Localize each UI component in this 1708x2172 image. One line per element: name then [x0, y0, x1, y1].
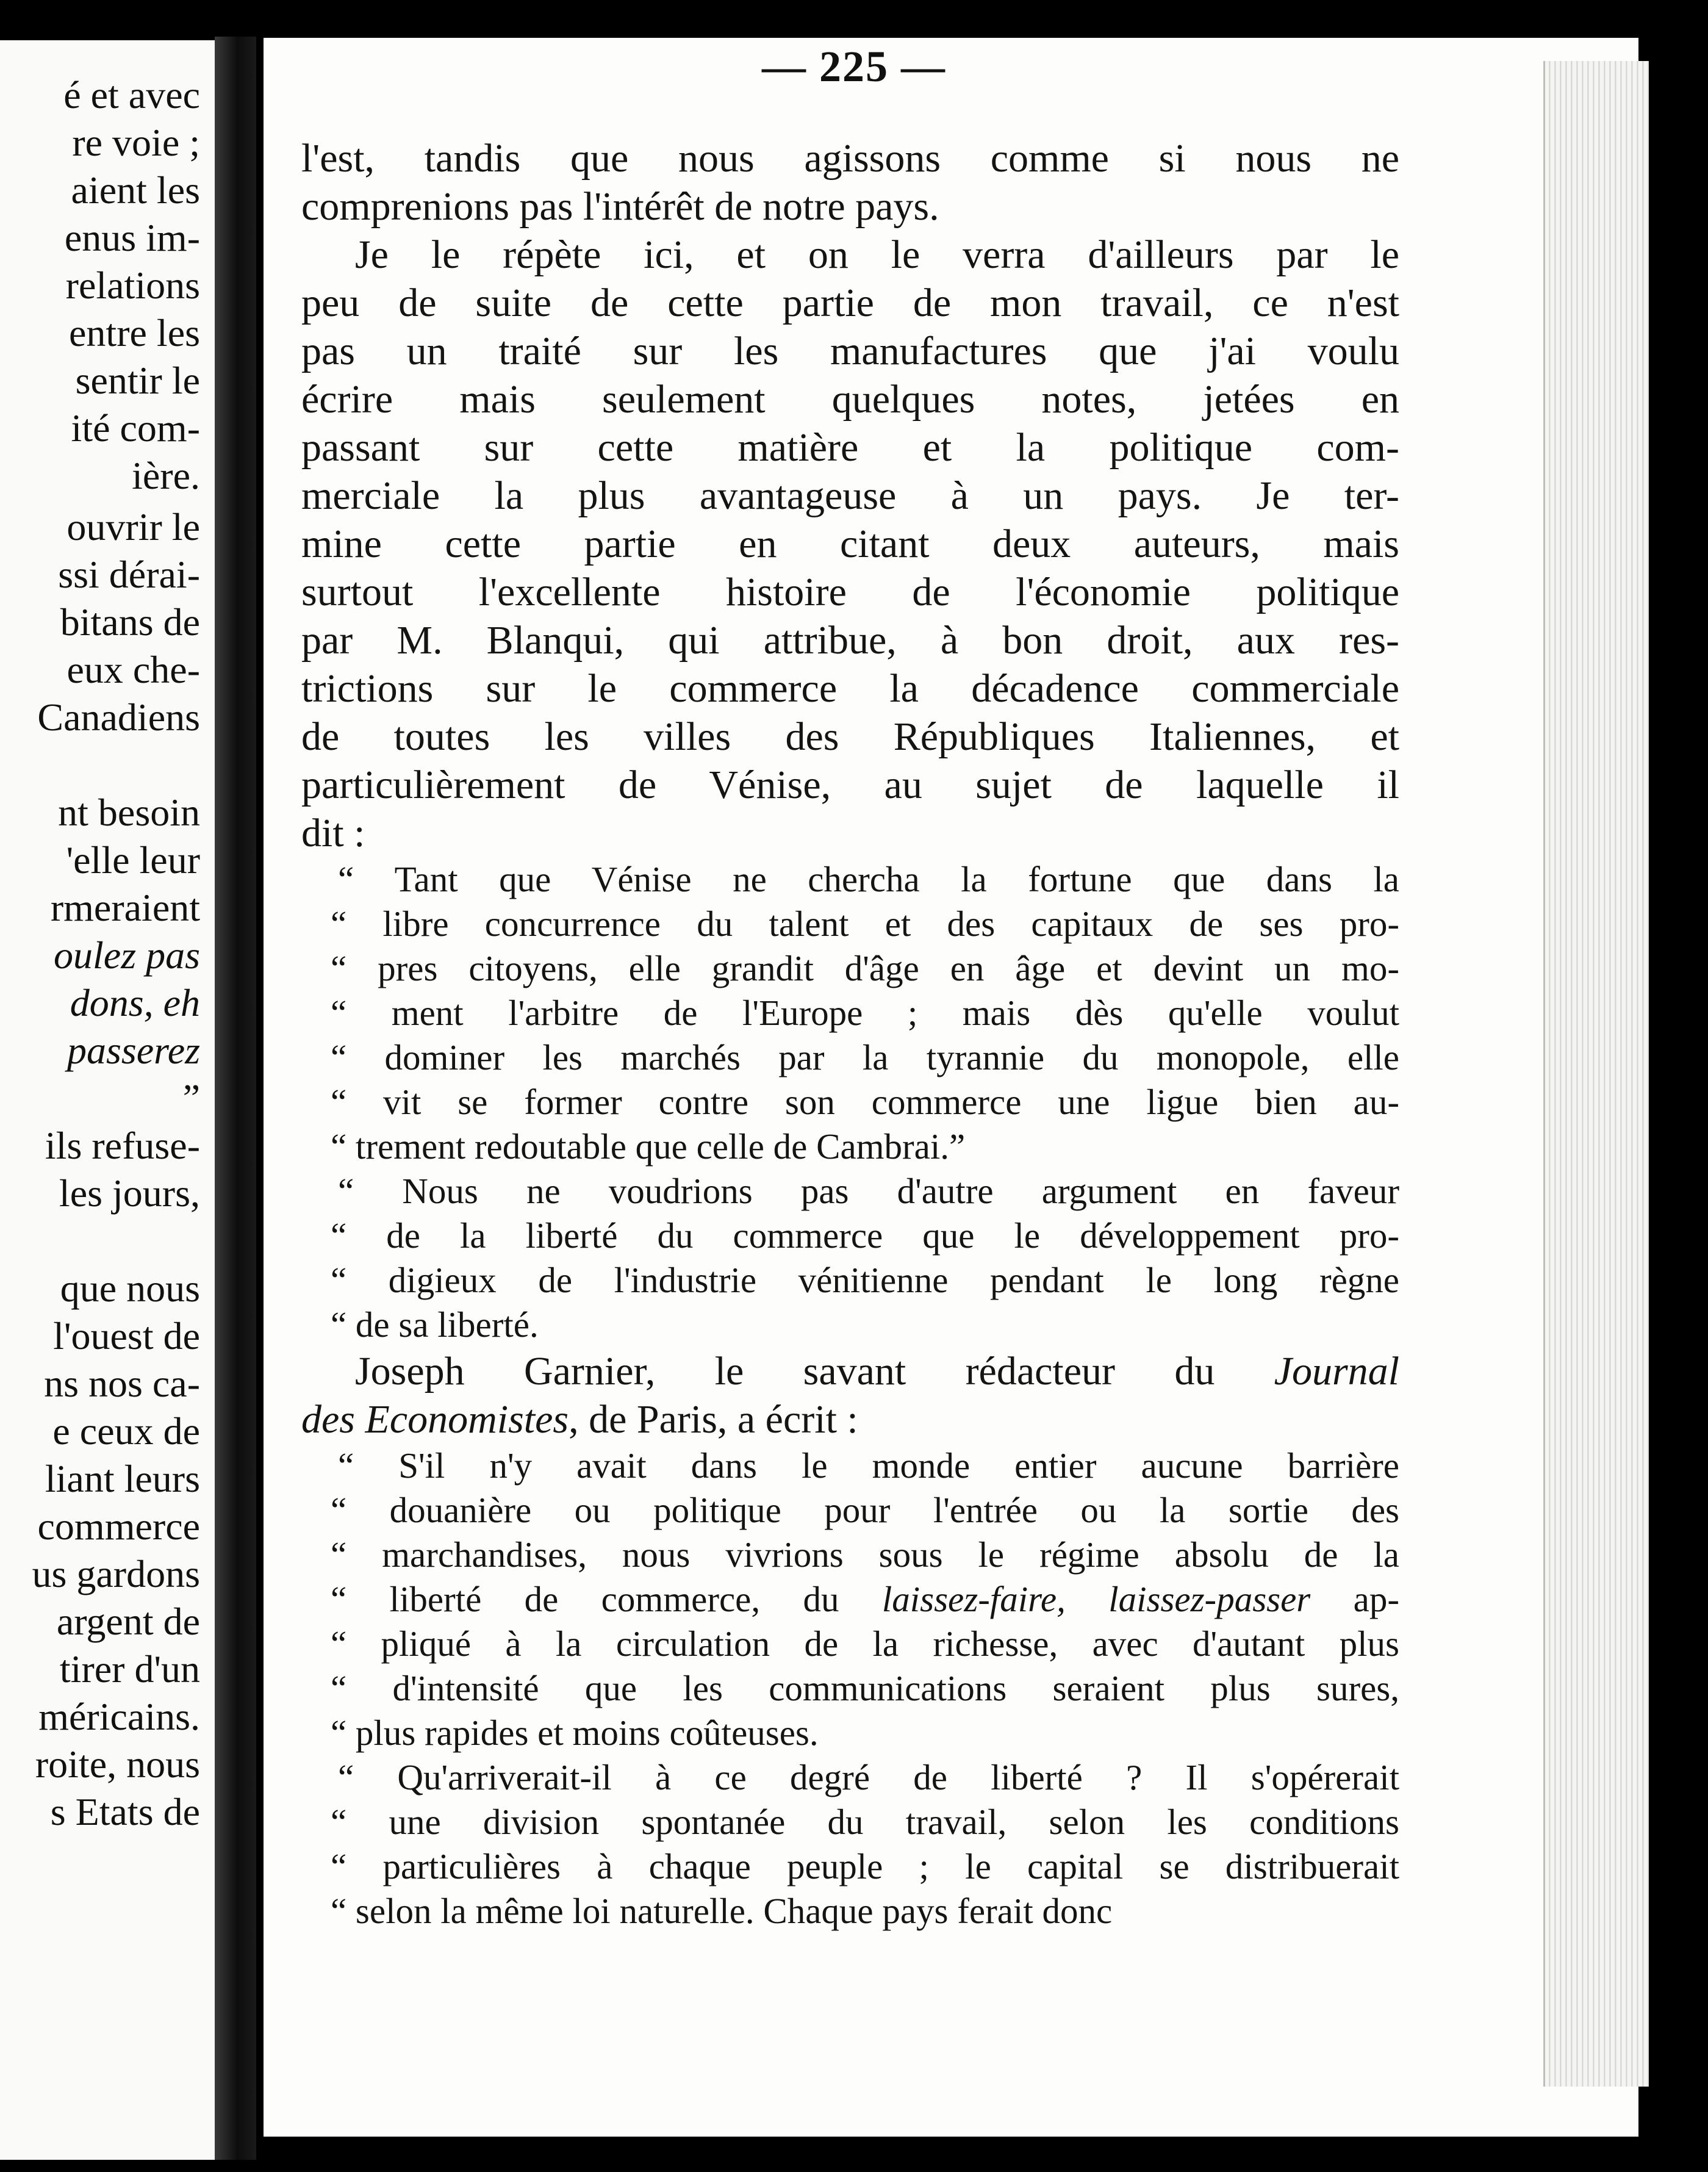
previous-page-line: é et avec — [63, 73, 200, 117]
italic-phrase: laissez-faire, laissez-passer — [881, 1579, 1311, 1619]
previous-page-line: bitans de — [60, 600, 200, 644]
quote-line: “ douanière ou politique pour l'entrée ou la sortie des — [331, 1490, 1399, 1530]
quote-line: “ libre concurrence du talent et des capitaux de ses pro- — [331, 904, 1399, 944]
quote-line: “ ment l'arbitre de l'Europe ; mais dès qu'elle voulut — [331, 993, 1399, 1033]
text-line: trictions sur le commerce la décadence commerciale — [301, 666, 1399, 711]
page-edges — [1543, 61, 1649, 2087]
previous-page-line: enus im- — [64, 216, 200, 259]
text-line — [301, 1347, 1399, 1395]
previous-page-line: oulez pas — [54, 933, 200, 977]
text-line: par M. Blanqui, qui attribue, à bon droit, aux res- — [301, 618, 1399, 663]
previous-page-line: re voie ; — [72, 121, 200, 164]
text-line: comprenions pas l'intérêt de notre pays. — [301, 184, 939, 229]
previous-page-line: Canadiens — [37, 696, 200, 739]
quote-line: “ pres citoyens, elle grandit d'âge en âge et devint un mo- — [331, 948, 1399, 988]
previous-page-line: ouvrir le — [66, 505, 200, 548]
text-run: “ liberté de commerce, du — [331, 1579, 882, 1619]
previous-page-line: 'elle leur — [66, 838, 200, 882]
previous-page-line: rmeraient — [50, 886, 200, 929]
quote-line: “ particulières à chaque peuple ; le capital se distribuerait — [331, 1846, 1399, 1886]
text-run: , de Paris, a écrit : — [569, 1397, 858, 1442]
previous-page-line: us gardons — [32, 1552, 200, 1595]
quote-line: “ pliqué à la circulation de la richesse, avec d'autant plus — [331, 1624, 1399, 1664]
quote-line: “ d'intensité que les communications seraient plus sures, — [331, 1668, 1399, 1708]
page-number: — 225 — — [762, 42, 946, 91]
quote-line: “ dominer les marchés par la tyrannie du monopole, elle — [331, 1037, 1399, 1077]
quote-line: “ digieux de l'industrie vénitienne pendant le long règne — [331, 1260, 1399, 1300]
page-text — [301, 134, 1399, 1933]
text-line: peu de suite de cette partie de mon travail, ce n'est — [301, 281, 1399, 325]
previous-page-line: ” — [182, 1076, 200, 1120]
previous-page-line: nt besoin — [58, 791, 200, 834]
quote-line: “ S'il n'y avait dans le monde entier aucune barrière — [338, 1445, 1399, 1486]
previous-page-line: liant leurs — [45, 1457, 200, 1500]
quote-line: “ de la liberté du commerce que le développement pro- — [331, 1215, 1399, 1256]
text-run: ap- — [1310, 1579, 1399, 1619]
quote-line: “ une division spontanée du travail, selon les conditions — [331, 1802, 1399, 1842]
journal-title: des Economistes — [301, 1397, 569, 1442]
text-line: surtout l'excellente histoire de l'économie politique — [301, 570, 1399, 614]
text-line: merciale la plus avantageuse à un pays. Je ter- — [301, 473, 1399, 518]
text-line: écrire mais seulement quelques notes, jetées en — [301, 377, 1399, 422]
previous-page-line: dons, eh — [70, 981, 200, 1024]
quote-line: “ Tant que Vénise ne chercha la fortune que dans la — [338, 859, 1399, 899]
quote-line: “ Nous ne voudrions pas d'autre argument en faveur — [338, 1171, 1399, 1211]
text-run: Joseph Garnier, le savant rédacteur du — [355, 1349, 1274, 1393]
text-line: Je le répète ici, et on le verra d'ailleurs par le — [355, 232, 1399, 277]
previous-page-line: ils refuse- — [45, 1124, 200, 1167]
previous-page-line: l'ouest de — [53, 1314, 200, 1358]
quote-line: “ selon la même loi naturelle. Chaque pays ferait donc — [331, 1891, 1113, 1931]
quote-line: “ marchandises, nous vivrions sous le régime absolu de la — [331, 1534, 1399, 1575]
text-line: pas un traité sur les manufactures que j'ai voulu — [301, 329, 1399, 373]
text-line: dit : — [301, 811, 365, 855]
text-line: de toutes les villes des Républiques Italiennes, et — [301, 714, 1399, 759]
text-line: passant sur cette matière et la politique com- — [301, 425, 1399, 470]
text-line: particulièrement de Vénise, au sujet de laquelle il — [301, 763, 1399, 807]
previous-page-line: roite, nous — [35, 1742, 200, 1786]
previous-page-line: les jours, — [59, 1171, 200, 1215]
text-line: mine cette partie en citant deux auteurs, mais — [301, 522, 1399, 566]
text-line — [301, 1395, 1399, 1444]
previous-page-line: ité com- — [71, 406, 200, 450]
previous-page-line: tirer d'un — [59, 1647, 200, 1691]
previous-page-line: aient les — [71, 168, 200, 212]
previous-page-line: ière. — [132, 454, 200, 497]
text-line: l'est, tandis que nous agissons comme si nous ne — [301, 136, 1399, 181]
journal-title: Journal — [1274, 1349, 1399, 1393]
previous-page-line: que nous — [60, 1267, 200, 1310]
previous-page-line: eux che- — [66, 648, 200, 691]
quote-line: “ plus rapides et moins coûteuses. — [331, 1713, 819, 1753]
quote-line: “ vit se former contre son commerce une ligue bien au- — [331, 1082, 1399, 1122]
previous-page-line: ns nos ca- — [44, 1362, 200, 1405]
quote-line: “ Qu'arriverait-il à ce degré de liberté ? Il s'opérerait — [338, 1757, 1399, 1797]
previous-page-line: ssi dérai- — [58, 553, 200, 596]
quote-line: “ trement redoutable que celle de Cambrai.” — [331, 1126, 966, 1167]
previous-page-line: méricains. — [38, 1695, 200, 1738]
previous-page-line: argent de — [56, 1600, 200, 1643]
previous-page-line: commerce — [37, 1505, 200, 1548]
previous-page-line: sentir le — [75, 359, 200, 402]
previous-page-line: relations — [65, 264, 200, 307]
previous-page-line: s Etats de — [50, 1790, 200, 1833]
quote-line: “ de sa liberté. — [331, 1304, 539, 1345]
previous-page-line: passerez — [66, 1029, 200, 1072]
quote-line — [301, 1577, 1399, 1622]
book-gutter — [215, 37, 256, 2160]
previous-page-line: e ceux de — [52, 1409, 200, 1453]
previous-page-line: entre les — [69, 311, 200, 354]
previous-page-strip — [0, 40, 215, 2160]
